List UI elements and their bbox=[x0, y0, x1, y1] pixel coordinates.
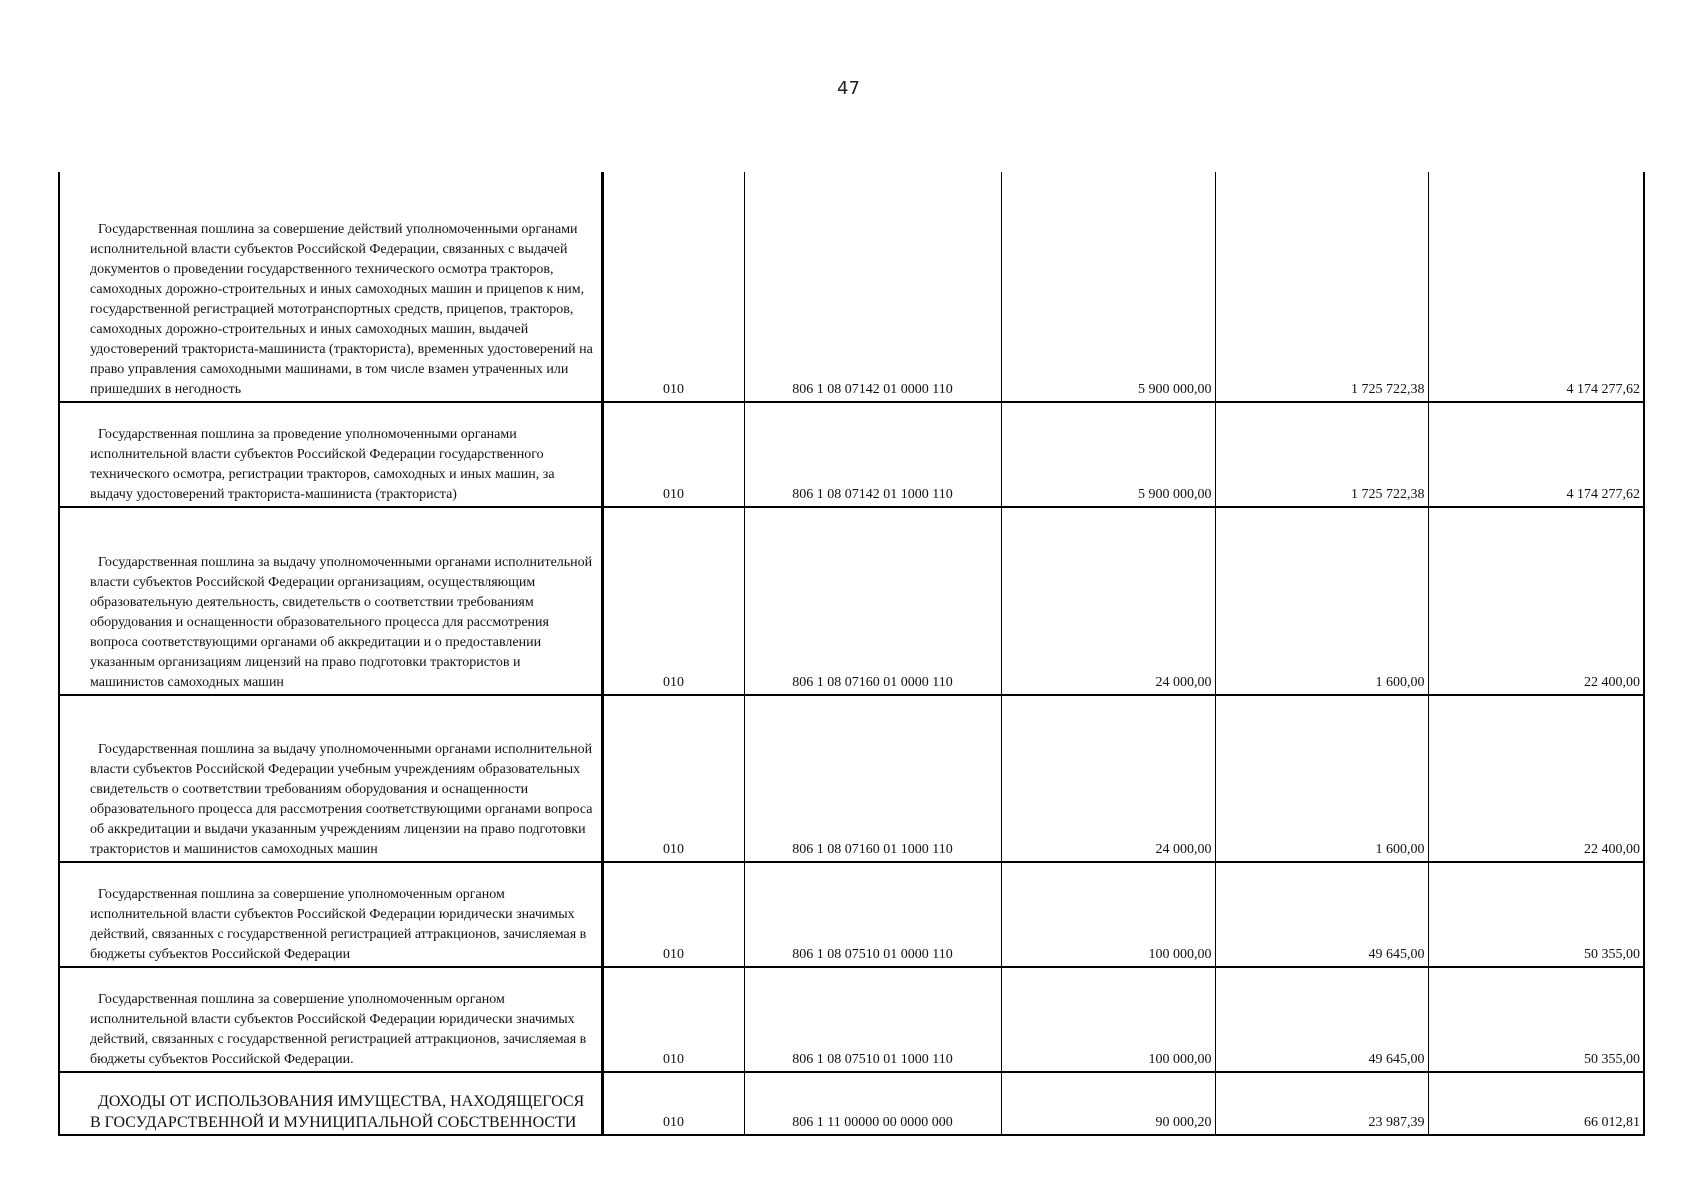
approved-amount-cell: 100 000,00 bbox=[1001, 862, 1215, 967]
line-code-cell: 010 bbox=[602, 172, 744, 402]
unexecuted-amount-cell: 4 174 277,62 bbox=[1428, 172, 1644, 402]
executed-amount-cell: 1 725 722,38 bbox=[1215, 172, 1428, 402]
revenue-name-cell: Государственная пошлина за проведение уполномоченными органами исполнительной власти субъектов Российской Федерации государственного технического осмотра, регистрации тракторов, самоходных и иных машин, за выдачу удостоверений тракториста-машиниста (тракториста) bbox=[59, 402, 602, 507]
budget-code-cell: 806 1 08 07160 01 1000 110 bbox=[744, 695, 1001, 862]
budget-code-cell: 806 1 08 07510 01 0000 110 bbox=[744, 862, 1001, 967]
revenue-name-cell: Государственная пошлина за совершение уполномоченным органом исполнительной власти субъектов Российской Федерации юридически значимых действий, связанных с государственной регистрацией аттракционов, зачисляемая в бюджеты субъектов Российской Федерации bbox=[59, 862, 602, 967]
budget-code-cell: 806 1 08 07142 01 0000 110 bbox=[744, 172, 1001, 402]
budget-code-cell: 806 1 08 07160 01 0000 110 bbox=[744, 507, 1001, 695]
revenue-name-cell: Государственная пошлина за совершение действий уполномоченными органами исполнительной власти субъектов Российской Федерации, связанных с выдачей документов о проведении государственного технического осмотра тракторов, самоходных дорожно-строительных и иных самоходных машин и прицепов к ним, государственной регистрацией мототранспортных средств, прицепов, тракторов, самоходных дорожно-строительных и иных самоходных машин, выдачей удостоверений тракториста-машиниста (тракториста), временных удостоверений на право управления самоходными машинами, в том числе взамен утраченных или пришедших в негодность bbox=[59, 172, 602, 402]
line-code-cell: 010 bbox=[602, 862, 744, 967]
page-number: 47 bbox=[837, 78, 860, 99]
unexecuted-amount-cell: 50 355,00 bbox=[1428, 967, 1644, 1072]
table-row bbox=[59, 402, 1644, 507]
approved-amount-cell: 100 000,00 bbox=[1001, 967, 1215, 1072]
table-row bbox=[59, 172, 1644, 402]
unexecuted-amount-cell: 4 174 277,62 bbox=[1428, 402, 1644, 507]
line-code-cell: 010 bbox=[602, 1072, 744, 1135]
executed-amount-cell: 49 645,00 bbox=[1215, 862, 1428, 967]
table-row bbox=[59, 1072, 1644, 1135]
executed-amount-cell: 1 600,00 bbox=[1215, 695, 1428, 862]
revenue-name-cell: ДОХОДЫ ОТ ИСПОЛЬЗОВАНИЯ ИМУЩЕСТВА, НАХОДЯЩЕГОСЯ В ГОСУДАРСТВЕННОЙ И МУНИЦИПАЛЬНОЙ СОБСТВЕННОСТИ bbox=[59, 1072, 602, 1135]
executed-amount-cell: 49 645,00 bbox=[1215, 967, 1428, 1072]
approved-amount-cell: 5 900 000,00 bbox=[1001, 172, 1215, 402]
approved-amount-cell: 24 000,00 bbox=[1001, 695, 1215, 862]
budget-code-cell: 806 1 08 07142 01 1000 110 bbox=[744, 402, 1001, 507]
unexecuted-amount-cell: 66 012,81 bbox=[1428, 1072, 1644, 1135]
budget-code-cell: 806 1 11 00000 00 0000 000 bbox=[744, 1072, 1001, 1135]
approved-amount-cell: 24 000,00 bbox=[1001, 507, 1215, 695]
table-row bbox=[59, 695, 1644, 862]
line-code-cell: 010 bbox=[602, 402, 744, 507]
executed-amount-cell: 1 600,00 bbox=[1215, 507, 1428, 695]
revenue-name-cell: Государственная пошлина за выдачу уполномоченными органами исполнительной власти субъектов Российской Федерации учебным учреждениям образовательных свидетельств о соответствии требованиям оборудования и оснащенности образовательного процесса для рассмотрения соответствующими органами вопроса об аккредитации и выдачи указанным учреждениям лицензии на право подготовки трактористов и машинистов самоходных машин bbox=[59, 695, 602, 862]
revenue-name-cell: Государственная пошлина за выдачу уполномоченными органами исполнительной власти субъектов Российской Федерации организациям, осуществляющим образовательную деятельность, свидетельств о соответствии требованиям оборудования и оснащенности образовательного процесса для рассмотрения вопроса соответствующими органами об аккредитации и о предоставлении указанным организациям лицензий на право подготовки трактористов и машинистов самоходных машин bbox=[59, 507, 602, 695]
table-row bbox=[59, 862, 1644, 967]
approved-amount-cell: 90 000,20 bbox=[1001, 1072, 1215, 1135]
unexecuted-amount-cell: 22 400,00 bbox=[1428, 695, 1644, 862]
approved-amount-cell: 5 900 000,00 bbox=[1001, 402, 1215, 507]
revenue-name-cell: Государственная пошлина за совершение уполномоченным органом исполнительной власти субъектов Российской Федерации юридически значимых действий, связанных с государственной регистрацией аттракционов, зачисляемая в бюджеты субъектов Российской Федерации. bbox=[59, 967, 602, 1072]
executed-amount-cell: 1 725 722,38 bbox=[1215, 402, 1428, 507]
line-code-cell: 010 bbox=[602, 967, 744, 1072]
unexecuted-amount-cell: 22 400,00 bbox=[1428, 507, 1644, 695]
budget-code-cell: 806 1 08 07510 01 1000 110 bbox=[744, 967, 1001, 1072]
executed-amount-cell: 23 987,39 bbox=[1215, 1072, 1428, 1135]
table-row bbox=[59, 507, 1644, 695]
line-code-cell: 010 bbox=[602, 695, 744, 862]
unexecuted-amount-cell: 50 355,00 bbox=[1428, 862, 1644, 967]
table-row bbox=[59, 967, 1644, 1072]
line-code-cell: 010 bbox=[602, 507, 744, 695]
revenue-table bbox=[58, 172, 1645, 1136]
